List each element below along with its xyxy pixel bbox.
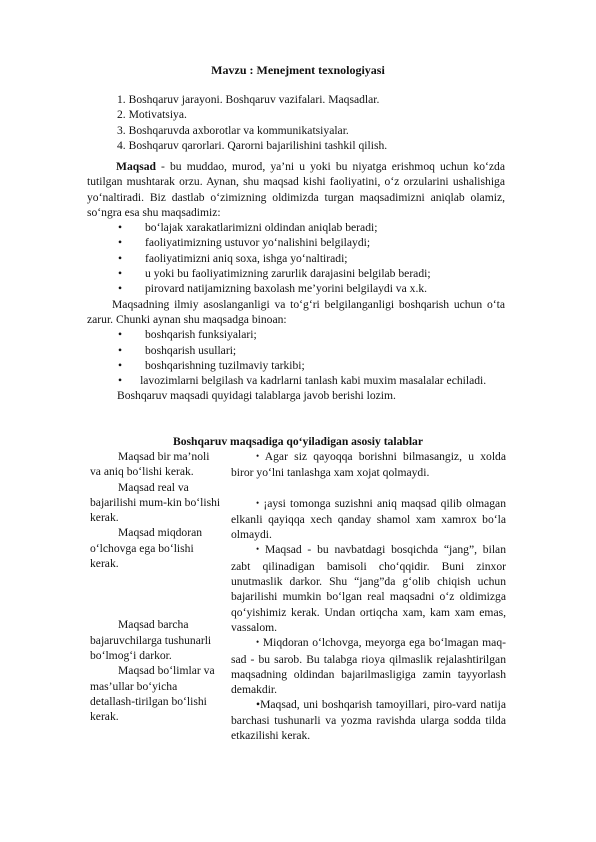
requirement-item: Maqsad bir ma’noli va aniq bo‘lishi kerak. <box>90 450 210 479</box>
bullet-icon: • <box>118 221 123 235</box>
list-item: • boshqarish funksiyalari; <box>118 328 257 342</box>
list-item: • u yoki bu faoliyatimizning zarurlik darajasini belgilab beradi; <box>118 267 431 281</box>
bullet-icon: • <box>118 343 123 357</box>
page-title: Mavzu : Menejment texnologiyasi <box>211 63 385 77</box>
bullet-icon: • <box>118 282 123 296</box>
paragraph: Boshqaruv maqsadi quyidagi talablarga javob berishi lozim. <box>117 389 396 403</box>
bullet-icon: • <box>118 374 123 388</box>
bullet-icon: • <box>118 267 123 281</box>
topic-item: 4. Boshqaruv qarorlari. Qarorni bajarilishini tashkil qilish. <box>117 138 388 152</box>
main-text <box>87 159 505 404</box>
intro-text: - bu muddao, murod, ya’ni u yoki bu niyatga erishmoq uchun ko‘zda tutilgan mushtarak orzu. Aynan, shu maqsad kishi faoliyatini, o‘z orzularini ushalishiga yo‘naltiradi. Biz dastlab o‘zimizning oldimizda turgan maqsadimizni aniqlab olamiz, so‘ngra esa shu maqsadimiz: <box>87 160 505 219</box>
section-title: Boshqaruv maqsadiga qo‘yiladigan asosiy talablar <box>173 435 423 448</box>
goals-list <box>87 220 505 296</box>
bullet-icon: • <box>256 698 261 712</box>
topic-item: 1. Boshqaruv jarayoni. Boshqaruv vazifalari. Maqsadlar. <box>117 93 380 106</box>
requirements-left-column <box>90 449 222 724</box>
requirement-explanation: •Maqsad, uni boshqarish tamoyillari, piro-vard natija barchasi tushunarli va yozma ravishda ularga sodda tilda etkazilishi kerak. <box>231 698 506 743</box>
requirement-item: Maqsad bo‘limlar va mas’ullar bo‘yicha detallash-tirilgan bo‘lishi kerak. <box>90 664 215 724</box>
requirement-explanation: • Miqdoran o‘lchovga, meyorga ega bo‘lmagan maq-sad - bu sarob. Bu talabga rioya qilmaslik rejalashtirilgan maqsadning oldindan bajarilmasligiga zamin tayyorlash demakdir. <box>231 636 506 697</box>
requirement-explanation: • Maqsad - bu navbatdagi bosqichda “jang”, bilan zabt qilinadigan bamisoli cho‘qqidir. Buni zinxor unutmaslik darkor. Shu “jang”da g‘olib chiqish uchun bajarilishi mumkin bo‘lgan real maqsadni o‘z oldimizga qo‘yishimiz kerak. Undan ortiqcha xam, kam xam emas, vassalom. <box>231 543 506 634</box>
list-item: • boshqarishning tuzilmaviy tarkibi; <box>118 358 305 372</box>
bullet-icon: • <box>256 544 260 555</box>
bullet-icon: • <box>118 251 123 265</box>
bullet-icon: • <box>118 328 123 342</box>
requirement-item: Maqsad barcha bajaruvchilarga tushunarli bo‘lmog‘i darkor. <box>90 618 212 662</box>
topic-list <box>117 92 387 153</box>
bullet-icon: • <box>256 497 260 508</box>
bullet-icon: • <box>118 236 123 250</box>
topic-item: 3. Boshqaruvda axborotlar va kommunikatsiyalar. <box>117 123 349 137</box>
requirement-item: Maqsad real va bajarilishi mum-kin bo‘lishi kerak. <box>90 480 221 525</box>
intro-paragraph <box>87 159 505 220</box>
requirements-right-column <box>231 449 506 743</box>
bullet-icon: • <box>256 637 260 648</box>
binoan-list <box>87 327 505 373</box>
requirement-item: Maqsad miqdoran o‘lchovga ega bo‘lishi kerak. <box>90 526 203 571</box>
list-item: • pirovard natijamizning baxolash me’yorini belgilaydi va x.k. <box>118 282 428 296</box>
list-item: • faoliyatimizni aniq soxa, ishga yo‘naltiradi; <box>118 251 348 265</box>
list-item: • bo‘lajak xarakatlarimizni oldindan aniqlab beradi; <box>118 221 378 235</box>
requirement-explanation: • ¡aysi tomonga suzishni aniq maqsad qilib olmagan elkanli qayiqqa xech qanday shamol xam xamrox bo‘la olmaydi. <box>231 496 506 542</box>
list-item-last: • lavozimlarni belgilash va kadrlarni tanlash kabi muxim masalalar echiladi. <box>118 374 487 388</box>
list-item: • faoliyatimizning ustuvor yo‘nalishini belgilaydi; <box>118 236 371 250</box>
bullet-icon: • <box>256 451 260 461</box>
topic-item: 2. Motivatsiya. <box>117 108 187 122</box>
requirement-explanation: • Agar siz qayoqqa borishni bilmasangiz, u xolda biror yo‘lni tanlashga xam xojat qolmaydi. <box>231 450 506 480</box>
intro-term: Maqsad <box>116 160 156 173</box>
paragraph: Maqsadning ilmiy asoslanganligi va to‘g‘ri belgilanganligi boshqarish uchun o‘ta zarur. Chunki aynan shu maqsadga binoan: <box>87 297 505 326</box>
bullet-icon: • <box>118 358 123 372</box>
list-item: • boshqarish usullari; <box>118 343 237 357</box>
